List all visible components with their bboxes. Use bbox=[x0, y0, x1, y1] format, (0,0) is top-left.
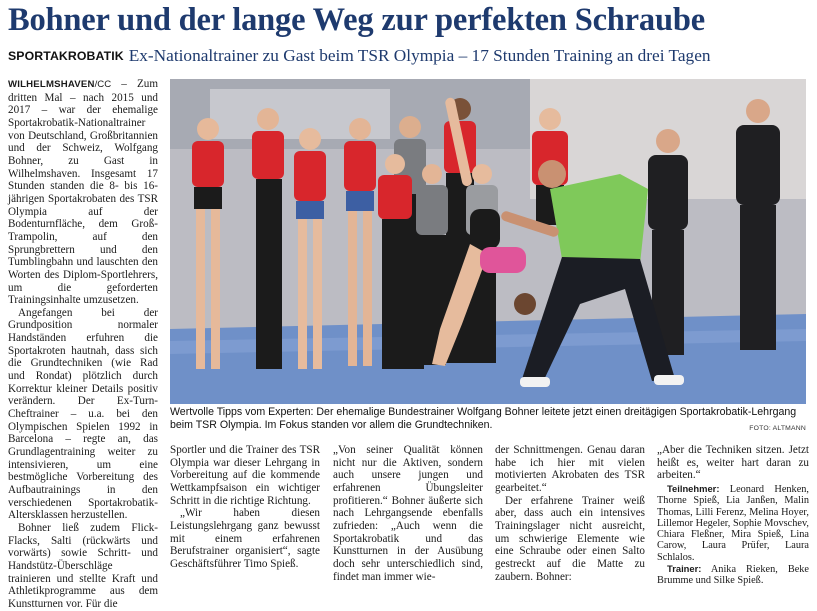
trainers-label: Trainer: bbox=[667, 563, 702, 575]
text-column-4 bbox=[495, 444, 645, 583]
article-headline: Bohner und der lange Weg zur perfekten Schraube bbox=[8, 2, 705, 38]
article-subheadline bbox=[8, 46, 813, 66]
photo-credit: FOTO: ALTMANN bbox=[749, 425, 806, 432]
text-column-3 bbox=[333, 444, 483, 583]
text-column-1 bbox=[8, 78, 158, 610]
paragraph: der Schnittmengen. Genau daran habe ich hier mit vielen motivierten Akrobaten des TSR gearbeitet.“ bbox=[495, 444, 645, 494]
paragraph: Der erfahrene Trainer weiß aber, dass auch ein intensives Trainingslager nicht ausreicht, um schwierige Elemente wie eine Schraube oder einen Salto gestreckt auf die Matte zu zaubern. Bohner: bbox=[495, 494, 645, 583]
paragraph: „Aber die Techniken sitzen. Jetzt heißt es, weiter hart daran zu arbeiten.“ bbox=[657, 444, 809, 482]
paragraph: „Von seiner Qualität können nicht nur die Aktiven, sondern auch unsere jungen und erfahrenen Übungsleiter profitieren.“ Bohner äußerte sich nach Lehrgangsende ebenfalls zufrieden: „Auch wenn die Sportakrobatik und das Kunstturnen in der Ausübung doch sehr unterschiedlich sind, findet man immer wie- bbox=[333, 444, 483, 583]
subheadline-text: Ex-Nationaltrainer zu Gast beim TSR Olympia – 17 Stunden Training an drei Tagen bbox=[128, 46, 711, 65]
trainers-list: Anika Rieken, Beke Brumme und Silke Spieß. bbox=[657, 564, 809, 587]
paragraph: Angefangen bei der Grundposition normaler Handständen erfuhren die Sportakroten hautnah, dass sich die Grundtechniken (wie Rad und Rondat) plötzlich durch Korrektur kleiner Details positiv verändern. Der Ex-Turn-Cheftrainer – u.a. bei den Olympischen Spielen 1992 in Barcelona – regte an, das Grundlagentraining weiter zu intensivieren, um eine bestmögliche Vorbereitung des Aufbautrainings in den verschiedenen Sportakrobatik-Altersklassen herzustellen. bbox=[8, 306, 158, 522]
paragraph: „Wir haben diesen Leistungslehrgang ganz bewusst mit einem erfahrenen Berufstrainer organisiert“, sagte Geschäftsführer Timo Spieß. bbox=[170, 507, 320, 570]
gym-training-photo bbox=[170, 79, 806, 404]
paragraph: Bohner ließ zudem Flick-Flacks, Salti (rückwärts und vorwärts) sowie Schritt- und Handstütz-Überschläge trainieren und stellte Kraft und Athletikprogramme aus dem Kunstturnen vor. Für die bbox=[8, 521, 158, 610]
text-column-5 bbox=[657, 444, 809, 587]
participants-block bbox=[657, 483, 809, 587]
section-rubric: SPORTAKROBATIK bbox=[8, 49, 124, 63]
photo-caption: Wertvolle Tipps vom Experten: Der ehemalige Bundestrainer Wolfgang Bohner leitete jetzt einen dreitägigen Sportakrobatik-Lehrgang beim TSR Olympia. Im Fokus standen vor allem die Grundtechniken. bbox=[170, 406, 797, 431]
text-column-2 bbox=[170, 444, 320, 580]
article-photo bbox=[170, 79, 806, 404]
participants-list: Leonard Henken, Thorne Spieß, Lia Janßen, Malin Thomas, Lilli Ferenz, Melina Hoyer, Lillemor Hegeler, Sophie Movschev, Chiara Fleßner, Mira Spieß, Lina Carow, Laura Prüfer, Laura Schlalos. bbox=[657, 483, 809, 563]
dateline-agency: /CC bbox=[94, 79, 112, 90]
dateline: WILHELMSHAVEN bbox=[8, 79, 95, 90]
paragraph: – Zum dritten Mal – nach 2015 und 2017 – war der ehemalige Sportakrobatik-Nationaltrainer von Deutschland, Großbritannien und der Schweiz, Wolfgang Bohner, zu Gast in Wilhelmshaven. Insgesamt 17 Stunden standen die 8- bis 16-jährigen Sportakrobaten des TSR Olympia auf der Bodenturnfläche, dem Groß-Trampolin, auf den Sprungbrettern und den Tumblingbahn und lauschten den Worten des Diplom-Sportlehrers, um die geforderten Trainingsinhalte umzusetzen. bbox=[8, 78, 158, 307]
participants-label: Teilnehmer: bbox=[667, 482, 720, 494]
paragraph: Sportler und die Trainer des TSR Olympia war dieser Lehrgang in Vorbereitung auf die kommende Wettkampfsaison ein wichtiger Schritt in die richtige Richtung. bbox=[170, 444, 320, 507]
